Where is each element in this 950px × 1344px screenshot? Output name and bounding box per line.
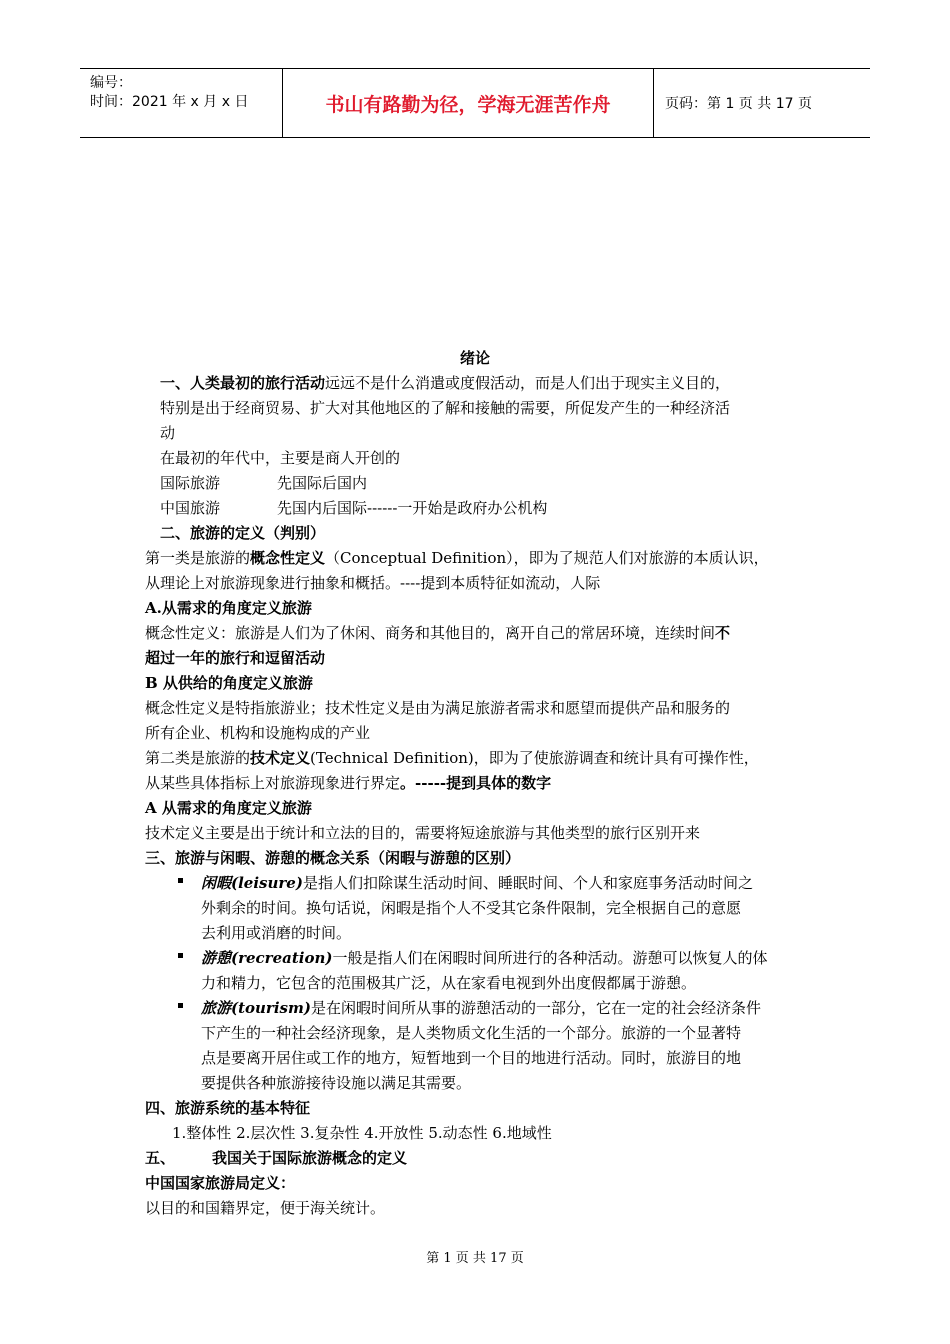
s1-row1-value: 先国际后国内	[277, 474, 368, 492]
s3-item3-line1	[201, 996, 761, 1021]
s2-a-line2: 超过一年的旅行和逗留活动	[145, 649, 326, 667]
s3-item3-line4: 要提供各种旅游接待设施以满足其需要。	[201, 1074, 472, 1092]
header-page-info: 页码：第 1 页 共 17 页	[665, 96, 812, 112]
s2-b-line1: 概念性定义是特指旅游业；技术性定义是由为满足旅游者需求和愿望而提供产品和服务的	[145, 699, 731, 717]
s2-p2-term: 技术定义	[250, 749, 311, 767]
s2-subheading-b: B 从供给的角度定义旅游	[145, 674, 313, 692]
s1-line1	[160, 371, 730, 396]
s2-subheading-a: A.从需求的角度定义旅游	[145, 599, 312, 617]
s2-a2-line1: 技术定义主要是出于统计和立法的目的，需要将短途旅游与其他类型的旅行区别开来	[145, 824, 701, 842]
s2-p2-line2-text: 从某些具体指标上对旅游现象进行界定	[145, 774, 401, 792]
s3-item2-text: 一般是指人们在闲暇时间所进行的各种活动。游憩可以恢复人的体	[332, 949, 768, 967]
s2-p1-text-a: 第一类是旅游的	[145, 549, 251, 567]
s2-p2-line2	[145, 771, 551, 796]
header-motto: 书山有路勤为径，学海无涯苦作舟	[283, 69, 654, 137]
s2-p2-line1	[145, 746, 759, 771]
s1-heading: 一、人类最初的旅行活动	[160, 374, 326, 392]
s3-item1-line3: 去利用或消磨的时间。	[201, 924, 352, 942]
s2-p2-line2-bold: 。-----提到具体的数字	[400, 774, 552, 792]
s5-heading-number: 五、	[145, 1149, 176, 1167]
bullet-icon	[178, 878, 183, 883]
s1-row2-label: 中国旅游	[160, 499, 221, 517]
s2-heading: 二、旅游的定义（判别）	[160, 524, 326, 542]
s2-b-line2: 所有企业、机构和设施构成的产业	[145, 724, 371, 742]
s3-item1-term: 闲暇(leisure)	[201, 874, 303, 892]
page-header	[80, 68, 870, 138]
document-title: 绪论	[459, 349, 490, 367]
number-label: 编号：	[90, 75, 132, 91]
s4-line: 1.整体性 2.层次性 3.复杂性 4.开放性 5.动态性 6.地域性	[172, 1124, 552, 1142]
s2-p2-text-a: 第二类是旅游的	[145, 749, 251, 767]
page-footer: 第 1 页 共 17 页	[426, 1251, 524, 1266]
s3-item1-line2: 外剩余的时间。换句话说，闲暇是指个人不受其它条件限制，完全根据自己的意愿	[201, 899, 742, 917]
s2-p1-line1	[145, 546, 769, 571]
s3-heading: 三、旅游与闲暇、游憩的概念关系（闲暇与游憩的区别）	[145, 849, 521, 867]
s1-row2-value: 先国内后国际------一开始是政府办公机构	[277, 499, 548, 517]
s3-item1-text: 是指人们扣除谋生活动时间、睡眠时间、个人和家庭事务活动时间之	[302, 874, 753, 892]
s2-a-line1-text: 概念性定义：旅游是人们为了休闲、商务和其他目的，离开自己的常居环境，连续时间	[145, 624, 716, 642]
s1-line2: 特别是出于经商贸易、扩大对其他地区的了解和接触的需要，所促发产生的一种经济活	[160, 399, 731, 417]
s5-subheading: 中国国家旅游局定义：	[145, 1174, 296, 1192]
s2-p1-term: 概念性定义	[250, 549, 326, 567]
s3-item2-term: 游憩(recreation)	[201, 949, 333, 967]
s3-item3-text: 是在闲暇时间所从事的游憩活动的一部分，它在一定的社会经济条件	[310, 999, 761, 1017]
s1-line3: 动	[160, 424, 176, 442]
s3-item3-line2: 下产生的一种社会经济现象，是人类物质文化生活的一个部分。旅游的一个显著特	[201, 1024, 742, 1042]
s2-p1-line2: 从理论上对旅游现象进行抽象和概括。----提到本质特征如流动，人际	[145, 574, 601, 592]
s1-line1-text: 远远不是什么消遣或度假活动，而是人们出于现实主义目的，	[325, 374, 731, 392]
s3-item2-line2: 力和精力，它包含的范围极其广泛，从在家看电视到外出度假都属于游憩。	[201, 974, 697, 992]
s1-row1-label: 国际旅游	[160, 474, 221, 492]
s2-a-line1-bold: 不	[715, 624, 731, 642]
s2-p1-text-c: （Conceptual Definition），即为了规范人们对旅游的本质认识，	[325, 549, 769, 567]
s5-line: 以目的和国籍界定，便于海关统计。	[145, 1199, 386, 1217]
s1-line4: 在最初的年代中，主要是商人开创的	[160, 449, 401, 467]
s3-item3-term: 旅游(tourism)	[201, 999, 311, 1017]
s4-heading: 四、旅游系统的基本特征	[145, 1099, 311, 1117]
s2-subheading-a2: A 从需求的角度定义旅游	[145, 799, 312, 817]
s3-item3-line3: 点是要离开居住或工作的地方，短暂地到一个目的地进行活动。同时，旅游目的地	[201, 1049, 742, 1067]
header-meta-cell	[80, 69, 283, 137]
s2-p2-text-c: (Technical Definition)，即为了使旅游调查和统计具有可操作性，	[310, 749, 759, 767]
s5-heading: 我国关于国际旅游概念的定义	[212, 1149, 408, 1167]
bullet-icon	[178, 1003, 183, 1008]
s3-item1-line1	[201, 871, 753, 896]
time-label: 时间：2021 年 x 月 x 日	[90, 94, 249, 110]
s2-a-line1	[145, 621, 730, 646]
s3-item2-line1	[201, 946, 768, 971]
bullet-icon	[178, 953, 183, 958]
